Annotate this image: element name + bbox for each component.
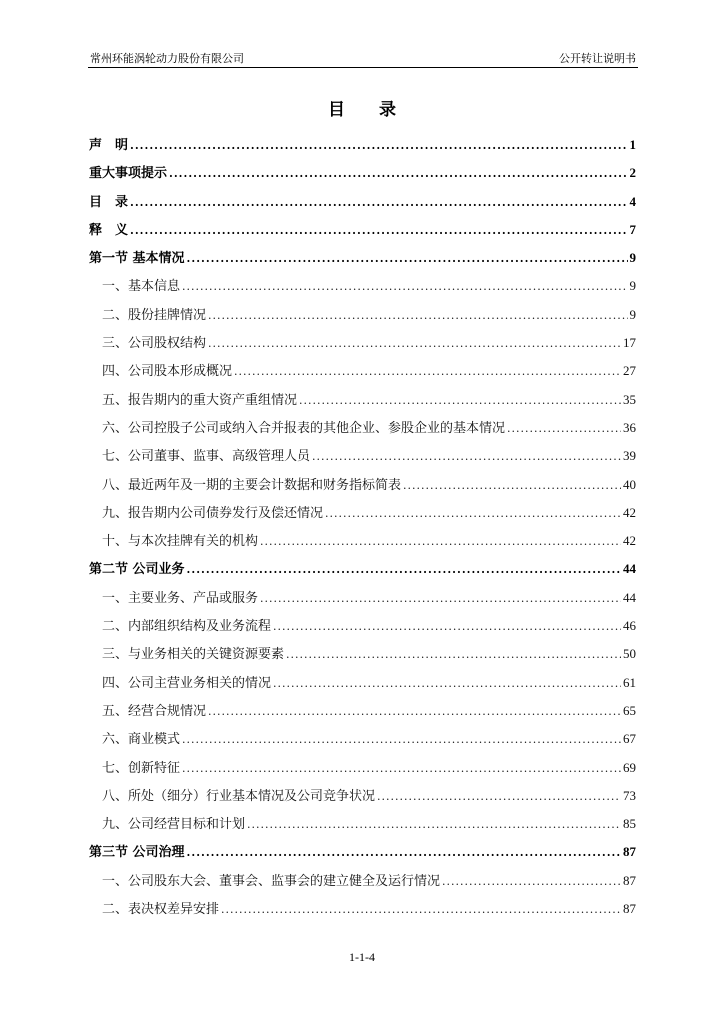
toc-entry-label: 释 义	[89, 222, 129, 238]
toc-subsection-entry[interactable]	[89, 333, 636, 361]
toc-entry-label: 九、公司经营目标和计划	[102, 817, 246, 833]
toc-entry-label: 七、创新特征	[102, 760, 181, 776]
toc-entry-page-number: 44	[623, 589, 636, 605]
toc-subsection-entry[interactable]	[89, 644, 636, 672]
toc-entry-page-number: 42	[623, 504, 636, 520]
toc-subsection-entry[interactable]	[89, 673, 636, 701]
toc-entry-page-number: 36	[623, 419, 636, 435]
toc-dot-leader	[442, 872, 621, 892]
toc-dot-leader	[169, 164, 627, 184]
toc-dot-leader	[403, 476, 621, 496]
toc-entry-label: 二、股份挂牌情况	[102, 307, 207, 323]
toc-section-entry[interactable]	[89, 559, 636, 587]
toc-entry-page-number: 87	[623, 844, 636, 860]
toc-entry-page-number: 2	[629, 165, 636, 181]
toc-entry-label: 五、经营合规情况	[102, 703, 207, 719]
toc-subsection-entry[interactable]	[89, 305, 636, 333]
toc-dot-leader	[286, 645, 621, 665]
toc-section-entry[interactable]	[89, 135, 636, 163]
toc-entry-page-number: 9	[629, 306, 636, 322]
toc-entry-label: 一、公司股东大会、董事会、监事会的建立健全及运行情况	[102, 873, 441, 889]
toc-entry-label: 二、内部组织结构及业务流程	[102, 619, 272, 635]
toc-subsection-entry[interactable]	[89, 758, 636, 786]
toc-entry-label: 三、公司股权结构	[102, 336, 207, 352]
toc-entry-page-number: 65	[623, 702, 636, 718]
toc-subsection-entry[interactable]	[89, 588, 636, 616]
toc-dot-leader	[208, 702, 621, 722]
toc-entry-page-number: 39	[623, 448, 636, 464]
toc-entry-page-number: 61	[623, 674, 636, 690]
toc-subsection-entry[interactable]	[89, 729, 636, 757]
toc-title: 目 录	[328, 100, 410, 120]
toc-entry-label: 声 明	[89, 138, 129, 153]
toc-dot-leader	[260, 532, 621, 552]
toc-subsection-entry[interactable]	[89, 899, 636, 927]
page-header	[90, 50, 636, 66]
toc-section-entry[interactable]	[89, 220, 636, 248]
toc-entry-label: 目 录	[89, 194, 129, 210]
toc-section-entry[interactable]	[89, 163, 636, 191]
toc-section-entry[interactable]	[89, 192, 636, 220]
header-document-name: 公开转让说明书	[559, 52, 636, 65]
toc-dot-leader	[182, 277, 627, 297]
toc-entry-label: 第二节 公司业务	[89, 562, 185, 578]
toc-dot-leader	[325, 504, 621, 524]
toc-subsection-entry[interactable]	[89, 871, 636, 899]
toc-dot-leader	[208, 306, 627, 326]
toc-entry-page-number: 9	[629, 250, 636, 266]
toc-subsection-entry[interactable]	[89, 531, 636, 559]
toc-entry-page-number: 42	[623, 533, 636, 549]
toc-section-entry[interactable]	[89, 842, 636, 870]
toc-entry-label: 重大事项提示	[89, 166, 168, 182]
toc-entry-label: 四、公司主营业务相关的情况	[102, 675, 272, 691]
toc-entry-page-number: 1	[629, 137, 636, 152]
toc-entry-label: 四、公司股本形成概况	[102, 364, 233, 380]
toc-dot-leader	[507, 419, 621, 439]
toc-entry-label: 三、与业务相关的关键资源要素	[102, 647, 285, 663]
toc-entry-page-number: 69	[623, 759, 636, 775]
toc-dot-leader	[130, 193, 627, 213]
toc-dot-leader	[273, 617, 621, 637]
toc-entry-label: 第三节 公司治理	[89, 845, 185, 861]
toc-entry-label: 二、表决权差异安排	[102, 902, 220, 918]
toc-subsection-entry[interactable]	[89, 503, 636, 531]
toc-entry-page-number: 67	[623, 731, 636, 747]
page-number: 1-1-4	[349, 950, 375, 964]
toc-entry-page-number: 4	[629, 193, 636, 209]
toc-entry-page-number: 27	[623, 363, 636, 379]
toc-subsection-entry[interactable]	[89, 446, 636, 474]
toc-dot-leader	[221, 900, 621, 920]
toc-entry-label: 六、公司控股子公司或纳入合并报表的其他企业、参股企业的基本情况	[102, 420, 506, 436]
toc-entry-page-number: 40	[623, 476, 636, 492]
toc-entry-label: 七、公司董事、监事、高级管理人员	[102, 449, 311, 465]
toc-entry-page-number: 50	[623, 646, 636, 662]
toc-entry-label: 九、报告期内公司债券发行及偿还情况	[102, 505, 324, 521]
toc-subsection-entry[interactable]	[89, 616, 636, 644]
toc-entry-label: 第一节 基本情况	[89, 251, 185, 267]
toc-entry-page-number: 87	[623, 901, 636, 917]
toc-dot-leader	[273, 674, 621, 694]
toc-dot-leader	[377, 787, 621, 807]
toc-dot-leader	[312, 447, 621, 467]
toc-subsection-entry[interactable]	[89, 418, 636, 446]
toc-subsection-entry[interactable]	[89, 814, 636, 842]
toc-dot-leader	[182, 759, 621, 779]
toc-dot-leader	[187, 249, 628, 269]
toc-subsection-entry[interactable]	[89, 701, 636, 729]
toc-entry-page-number: 7	[629, 221, 636, 237]
toc-entry-label: 十、与本次挂牌有关的机构	[102, 534, 259, 550]
toc-entry-page-number: 87	[623, 872, 636, 888]
toc-entry-page-number: 17	[623, 335, 636, 351]
toc-dot-leader	[260, 589, 621, 609]
toc-dot-leader	[130, 221, 627, 241]
header-company-name: 常州环能涡轮动力股份有限公司	[90, 52, 244, 65]
toc-dot-leader	[130, 136, 627, 156]
toc-subsection-entry[interactable]	[89, 276, 636, 304]
toc-dot-leader	[208, 334, 621, 354]
toc-entry-page-number: 46	[623, 618, 636, 634]
toc-entry-page-number: 85	[623, 816, 636, 832]
toc-entry-label: 一、主要业务、产品或服务	[102, 590, 259, 606]
toc-dot-leader	[187, 560, 621, 580]
toc-entry-label: 八、最近两年及一期的主要会计数据和财务指标简表	[102, 477, 402, 493]
toc-subsection-entry[interactable]	[89, 475, 636, 503]
toc-dot-leader	[234, 362, 621, 382]
toc-entry-label: 一、基本信息	[102, 279, 181, 295]
toc-subsection-entry[interactable]	[89, 361, 636, 389]
toc-dot-leader	[299, 391, 621, 411]
toc-subsection-entry[interactable]	[89, 390, 636, 418]
toc-dot-leader	[247, 815, 621, 835]
toc-section-entry[interactable]	[89, 248, 636, 276]
header-divider	[88, 67, 638, 68]
toc-entry-page-number: 9	[629, 278, 636, 294]
toc-entry-page-number: 44	[623, 561, 636, 577]
toc-entry-label: 五、报告期内的重大资产重组情况	[102, 392, 298, 408]
toc-entry-label: 八、所处（细分）行业基本情况及公司竞争状况	[102, 788, 376, 804]
toc-entry-page-number: 35	[623, 391, 636, 407]
toc-subsection-entry[interactable]	[89, 786, 636, 814]
table-of-contents	[89, 135, 636, 927]
toc-dot-leader	[182, 730, 621, 750]
toc-entry-label: 六、商业模式	[102, 732, 181, 748]
toc-dot-leader	[187, 843, 621, 863]
toc-entry-page-number: 73	[623, 787, 636, 803]
